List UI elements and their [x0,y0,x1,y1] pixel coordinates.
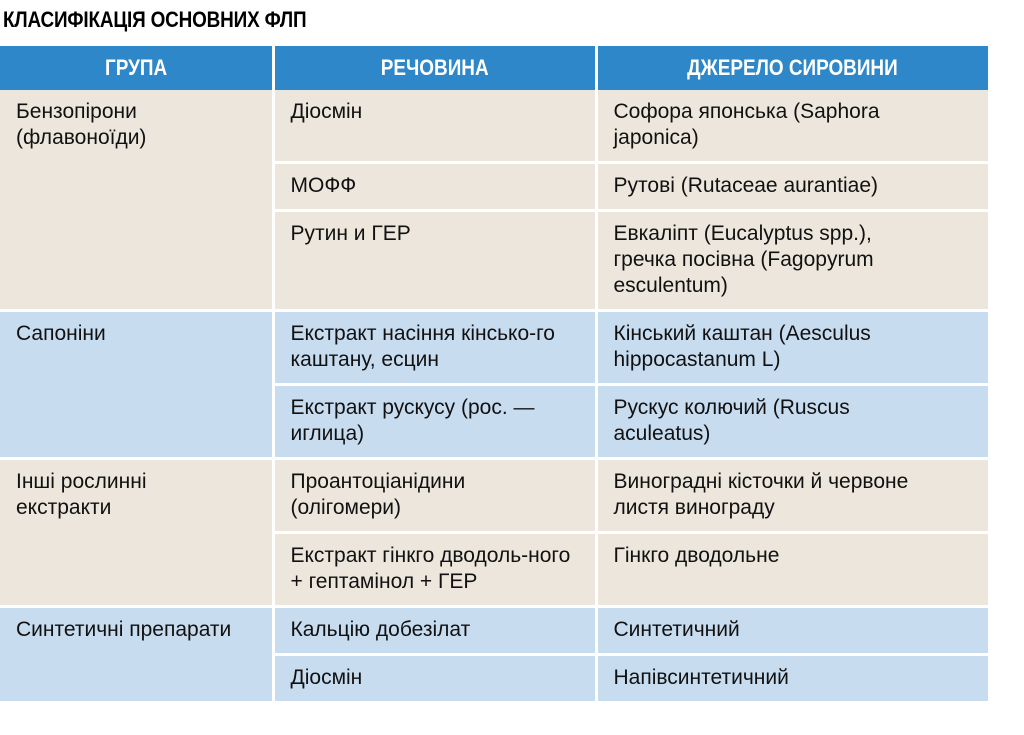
source-cell: Рутові (Rutaceae aurantiae) [596,163,988,211]
substance-cell: Діосмін [273,90,596,163]
source-cell: Кінський каштан (Aesculus hippocastanum L) [596,311,988,385]
substance-cell: МОФФ [273,163,596,211]
substance-cell: Екстракт насіння кінсько-го каштану, есцин [273,311,596,385]
source-cell: Софора японська (Saphora japonica) [596,90,988,163]
header-substance: РЕЧОВИНА [273,46,596,90]
substance-cell: Рутин и ГЕР [273,211,596,311]
table-row [0,459,988,533]
group-cell: Синтетичні препарати [0,607,273,703]
header-row [0,46,988,90]
source-cell: Напівсинтетичний [596,655,988,703]
substance-cell: Екстракт гінкго дводоль-ного + гептамінол + ГЕР [273,533,596,607]
source-cell: Евкаліпт (Eucalyptus spp.), гречка посівна (Fagopyrum esculentum) [596,211,988,311]
classification-table [0,46,988,704]
substance-cell: Кальцію добезілат [273,607,596,655]
group-cell: Бензопірони (флавоноїди) [0,90,273,311]
table-row [0,607,988,655]
group-cell: Сапоніни [0,311,273,459]
header-source: ДЖЕРЕЛО СИРОВИНИ [596,46,988,90]
substance-cell: Екстракт рускусу (рос. — иглица) [273,385,596,459]
header-group: ГРУПА [0,46,273,90]
source-cell: Виноградні кісточки й червоне листя винограду [596,459,988,533]
table-title: КЛАСИФІКАЦІЯ ОСНОВНИХ ФЛП [3,7,307,32]
table-row [0,90,988,163]
source-cell: Синтетичний [596,607,988,655]
table-row [0,311,988,385]
source-cell: Гінкго дводольне [596,533,988,607]
group-cell: Інші рослинні екстракти [0,459,273,607]
substance-cell: Проантоціанідини (олігомери) [273,459,596,533]
source-cell: Рускус колючий (Ruscus aculeatus) [596,385,988,459]
substance-cell: Діосмін [273,655,596,703]
